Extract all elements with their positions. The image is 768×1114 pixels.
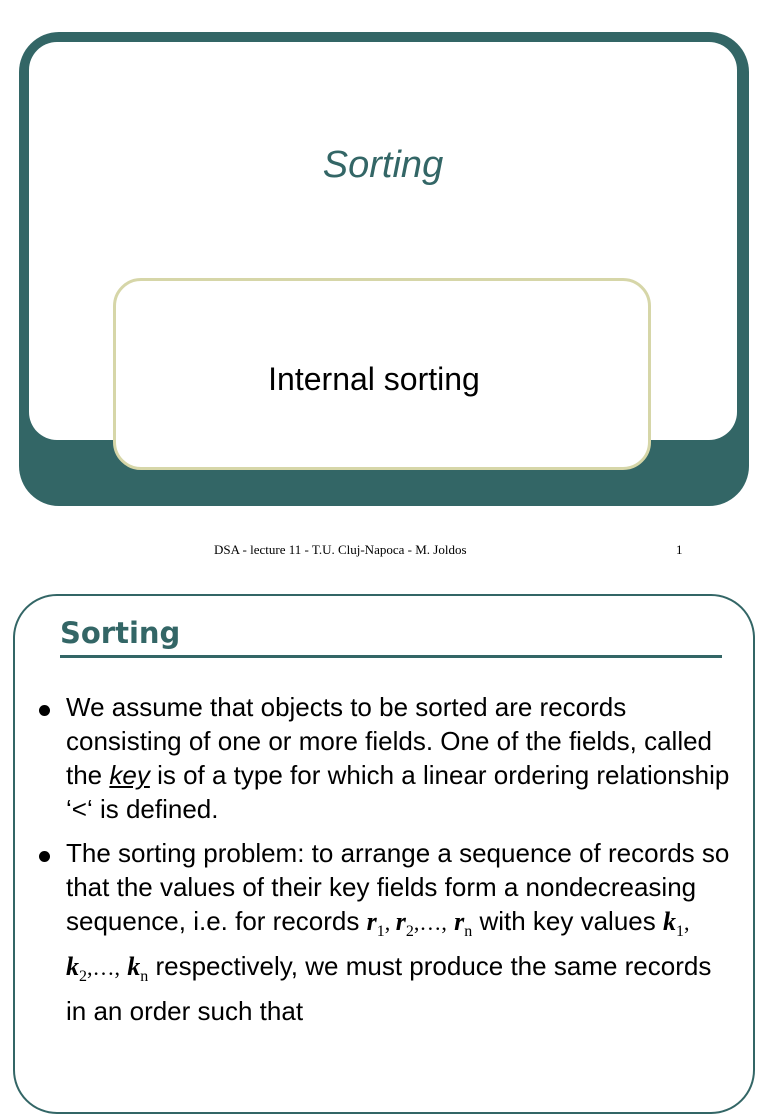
math-sub: 1 <box>675 923 684 941</box>
slide2-title: Sorting <box>60 616 181 650</box>
math-k2 <box>66 952 87 986</box>
math-var: r <box>366 907 377 936</box>
math-var: k <box>127 952 141 982</box>
slide1-subtitle: Internal sorting <box>268 361 480 397</box>
bullet-icon <box>39 851 50 862</box>
math-rn <box>454 907 473 941</box>
math-sub: n <box>464 923 473 941</box>
math-sub: 2 <box>79 968 87 986</box>
bullet2-text-b: with key values <box>472 906 663 936</box>
bullet-text <box>66 692 729 824</box>
math-var: r <box>454 907 465 936</box>
bullet-item <box>36 836 736 1028</box>
bullet-item <box>36 690 736 826</box>
key-term: key <box>109 760 150 790</box>
math-ellipsis: ,…, <box>87 955 120 981</box>
math-comma: , <box>384 910 396 935</box>
bullet2-text-d: such that <box>190 996 304 1027</box>
page-number: 1 <box>676 542 683 557</box>
math-r1 <box>366 907 385 941</box>
math-r2 <box>395 907 414 941</box>
bullet-list <box>36 690 736 1038</box>
math-var: k <box>662 907 676 936</box>
slide-footer: DSA - lecture 11 - T.U. Cluj-Napoca - M. Joldos <box>214 542 467 557</box>
math-var: k <box>66 952 79 982</box>
slide1-title: Sorting <box>322 144 444 186</box>
math-ellipsis: ,…, <box>413 910 447 935</box>
math-sub: 1 <box>376 923 385 941</box>
bullet-text <box>66 838 729 1026</box>
title-underline <box>60 655 722 658</box>
bullet2-text-c: respectively, we must produce the same records in an order <box>66 951 712 1027</box>
bullet2-text-a: The sorting problem: to arrange a sequence of records so that the values of their key fields form a nondecreasing sequence, i.e. for records <box>66 838 730 936</box>
bullet1-text-a: We assume that objects to be sorted are records consisting of one or more fields. One of the fields, called the <box>66 692 713 790</box>
math-sub: 2 <box>405 923 414 941</box>
bullet1-text-b: is of a type for which a linear ordering relationship ‘<‘ is defined. <box>66 760 730 824</box>
math-k1 <box>662 907 684 941</box>
math-comma: , <box>683 910 690 935</box>
math-sub: n <box>140 968 149 986</box>
bullet-icon <box>39 705 50 716</box>
math-var: r <box>395 907 406 936</box>
math-kn <box>127 952 149 986</box>
